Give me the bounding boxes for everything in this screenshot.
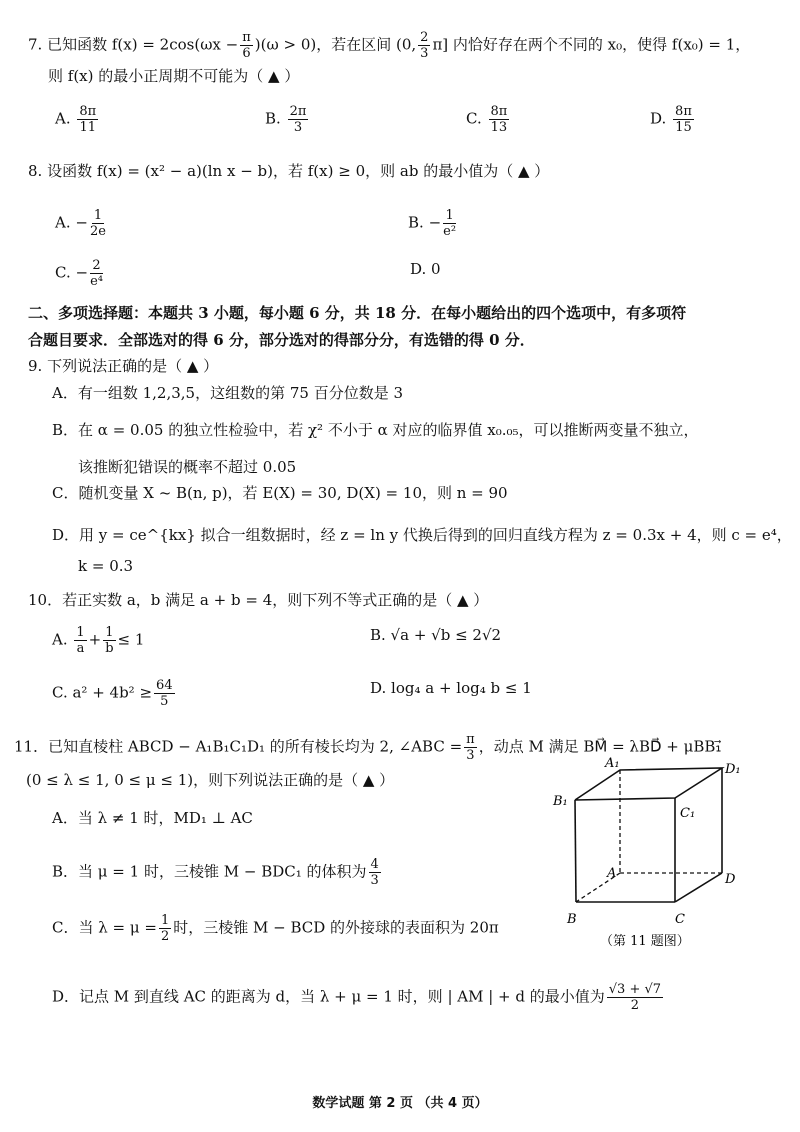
fraction <box>288 104 309 135</box>
denominator: e² <box>443 224 457 239</box>
edge-cd <box>675 873 722 902</box>
q7-option-c <box>466 104 511 135</box>
hidden-edges <box>576 770 722 902</box>
denominator: 3 <box>466 748 475 763</box>
fraction <box>159 913 171 944</box>
numerator: 8π <box>490 104 508 119</box>
q9-option-d: D．用 y = ce^{kx} 拟合一组数据时，经 z = ln y 代换后得到的回归直线方程为 z = 0.3x + 4，则 c = e⁴， <box>52 526 792 544</box>
sign: − <box>75 213 88 232</box>
label-a: A <box>607 866 617 881</box>
label: C. <box>55 263 71 282</box>
q8-option-a <box>55 208 108 239</box>
q8-option-b <box>408 208 458 239</box>
denominator: a <box>76 641 85 656</box>
numerator: 1 <box>76 625 85 640</box>
fraction <box>90 208 106 239</box>
q9-option-a: A．有一组数 1,2,3,5，这组数的第 75 百分位数是 3 <box>52 384 404 402</box>
label-b: B <box>567 912 577 927</box>
numerator: 8π <box>675 104 692 119</box>
top-face <box>575 768 722 800</box>
label: C. a² + 4b² ≥ <box>52 683 153 702</box>
label: A. <box>55 213 71 232</box>
label: C. <box>466 109 482 128</box>
q10-option-b: B. √a + √b ≤ 2√2 <box>370 626 502 644</box>
fraction <box>464 732 477 763</box>
q7-option-d <box>650 104 696 135</box>
q7-stem-line1 <box>28 30 750 61</box>
denominator: 13 <box>490 120 508 135</box>
text: 11．已知直棱柱 ABCD − A₁B₁C₁D₁ 的所有棱长均为 2, ∠ABC = <box>14 737 463 756</box>
q9-option-d-cont: k = 0.3 <box>78 557 134 575</box>
fraction <box>443 208 456 239</box>
q7-stem-line2: 则 f(x) 的最小正周期不可能为（ ▲ ） <box>48 67 300 85</box>
text: C．当 λ = μ = <box>52 918 157 937</box>
fraction <box>90 258 103 289</box>
q11-option-d <box>52 982 665 1013</box>
denominator: 5 <box>160 694 169 709</box>
text: ≤ 1 <box>117 630 145 649</box>
label-c1: C₁ <box>680 806 696 821</box>
q8-option-c <box>55 258 105 289</box>
numerator: √3 + √7 <box>608 982 662 997</box>
q9-option-c: C．随机变量 X ~ B(n, p)，若 E(X) = 30, D(X) = 10，则 n = 90 <box>52 484 508 502</box>
label: A. <box>52 630 68 649</box>
fraction <box>607 982 663 1013</box>
label-b1: B₁ <box>553 794 568 809</box>
numerator: 1 <box>105 625 114 640</box>
fraction <box>103 625 115 656</box>
denominator: 2 <box>630 998 640 1013</box>
sign: − <box>75 263 89 282</box>
fraction <box>77 104 98 135</box>
numerator: π <box>466 732 475 747</box>
label: D. <box>410 260 427 278</box>
q10-option-a <box>52 625 144 656</box>
denominator: 15 <box>675 120 692 135</box>
label-d1: D₁ <box>725 762 741 777</box>
denominator: b <box>105 641 114 656</box>
denominator: 6 <box>242 46 251 61</box>
q8-stem: 8. 设函数 f(x) = (x² − a)(ln x − b)，若 f(x) ≥ 0，则 ab 的最小值为（ ▲ ） <box>28 162 550 180</box>
numerator: π <box>242 30 251 45</box>
denominator: 11 <box>79 120 97 135</box>
label: B. <box>265 109 281 128</box>
numerator: 1 <box>93 208 103 223</box>
text: ，动点 M 满足 BM⃗ = λBD⃗ + μBB₁⃗ <box>478 737 722 756</box>
page-footer: 数学试题 第 2 页 （共 4 页） <box>312 1096 488 1111</box>
prism-edges <box>575 768 722 902</box>
label-a1: A₁ <box>605 756 620 771</box>
q7-option-b <box>265 104 310 135</box>
denominator: 3 <box>370 873 379 888</box>
text: 时，三棱锥 M − BCD 的外接球的表面积为 20π <box>173 918 499 937</box>
fraction <box>489 104 510 135</box>
q11-stem-line2: (0 ≤ λ ≤ 1, 0 ≤ μ ≤ 1)，则下列说法正确的是（ ▲ ） <box>26 771 395 789</box>
text: )(ω > 0)，若在区间 (0, <box>254 35 417 54</box>
text: D．记点 M 到直线 AC 的距离为 d，当 λ + μ = 1 时，则 | AM | + d 的最小值为 <box>52 987 605 1006</box>
value: 0 <box>431 260 441 278</box>
numerator: 2 <box>92 258 101 273</box>
fraction <box>74 625 86 656</box>
q10-stem: 10．若正实数 a，b 满足 a + b = 4，则下列不等式正确的是（ ▲ ） <box>28 591 489 609</box>
label: B. <box>408 213 424 232</box>
numerator: 8π <box>79 104 97 119</box>
numerator: 2π <box>289 104 307 119</box>
q7-option-a <box>55 104 100 135</box>
fraction <box>673 104 694 135</box>
q10-option-c <box>52 678 177 709</box>
edge-bb1 <box>575 800 576 902</box>
label-c: C <box>675 912 685 927</box>
denominator: 2e <box>89 224 106 239</box>
fraction <box>240 30 253 61</box>
numerator: 4 <box>370 857 379 872</box>
denominator: 2 <box>160 929 170 944</box>
numerator: 1 <box>445 208 454 223</box>
q9-stem: 9. 下列说法正确的是（ ▲ ） <box>28 357 219 375</box>
fraction <box>369 857 381 888</box>
text: B．当 μ = 1 时，三棱锥 M − BDC₁ 的体积为 <box>52 862 367 881</box>
q9-option-b-cont: 该推断犯错误的概率不超过 0.05 <box>78 458 297 476</box>
numerator: 64 <box>156 678 173 693</box>
prism-figure <box>545 755 755 955</box>
denominator: 3 <box>293 120 303 135</box>
denominator: 3 <box>420 46 429 61</box>
label: D. <box>650 109 667 128</box>
numerator: 1 <box>160 913 170 928</box>
section-heading-line2: 合题目要求．全部选对的得 6 分，部分选对的得部分分，有选错的得 0 分． <box>28 331 535 349</box>
q9-option-b: B．在 α = 0.05 的独立性检验中，若 χ² 不小于 α 对应的临界值 x₀.₀₅，可以推断两变量不独立， <box>52 421 699 439</box>
sign: − <box>428 213 442 232</box>
text: π] 内恰好存在两个不同的 x₀，使得 f(x₀) = 1， <box>432 35 751 54</box>
figure-caption: （第 11 题图） <box>600 934 690 949</box>
q8-option-d <box>410 259 441 279</box>
text: 7. 已知函数 f(x) = 2cos(ωx − <box>28 35 239 54</box>
section-heading-line1: 二、多项选择题：本题共 3 小题，每小题 6 分，共 18 分．在每小题给出的四个选项中，有多项符 <box>28 304 687 322</box>
q10-option-d: D. log₄ a + log₄ b ≤ 1 <box>370 679 532 697</box>
label-d: D <box>725 872 736 887</box>
fraction <box>154 678 175 709</box>
plus: + <box>88 630 102 649</box>
denominator: e⁴ <box>90 274 103 289</box>
label: A. <box>55 109 71 128</box>
q11-option-c <box>52 913 499 944</box>
q11-option-b <box>52 857 383 888</box>
q11-option-a: A．当 λ ≠ 1 时，MD₁ ⊥ AC <box>52 809 253 827</box>
numerator: 2 <box>420 30 429 45</box>
fraction <box>418 30 430 61</box>
